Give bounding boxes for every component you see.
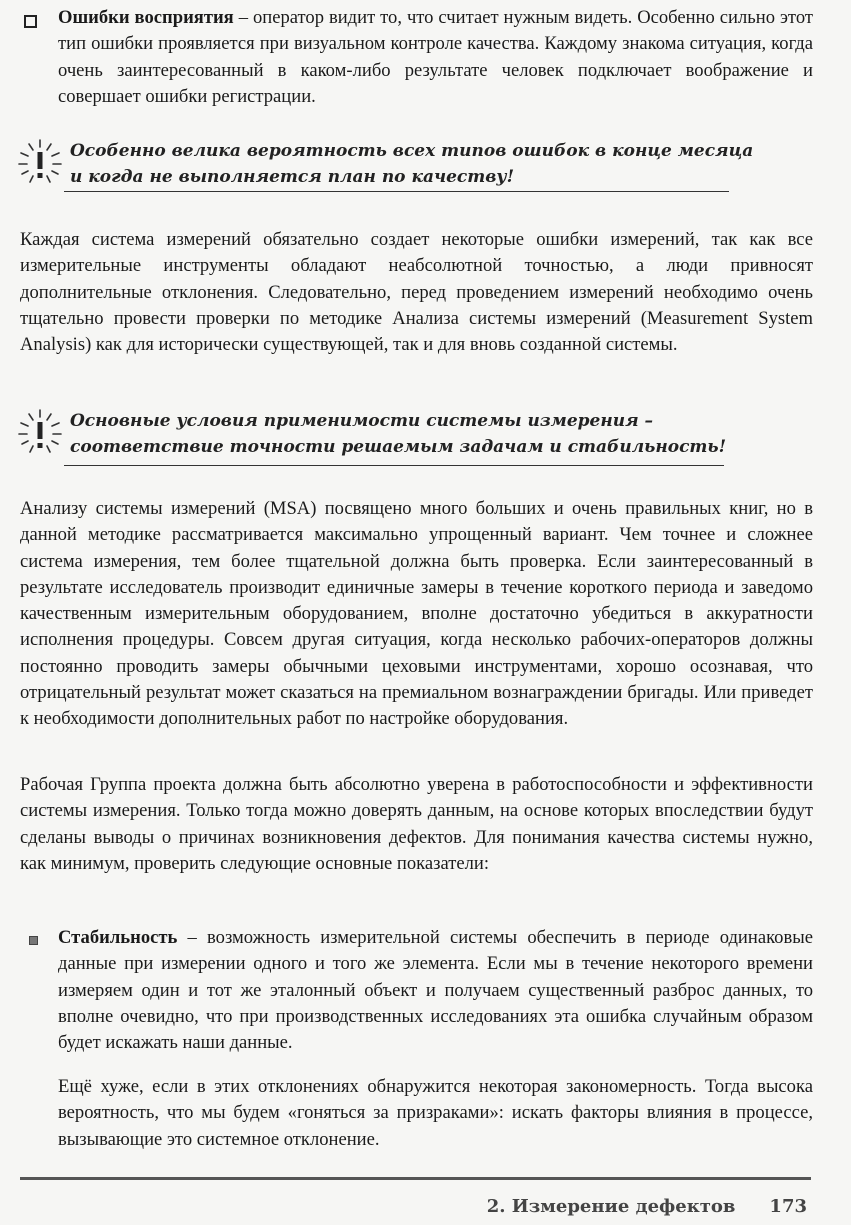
chapter-title: 2. Измерение дефектов bbox=[486, 1196, 736, 1217]
note-text: Основные условия применимости системы измерения – соответствие точности решаемым задачам и стабильность! bbox=[70, 411, 727, 457]
page-number: 173 bbox=[769, 1196, 807, 1217]
bullet-term: Стабильность bbox=[58, 927, 178, 948]
exclamation-idea-icon bbox=[16, 408, 64, 458]
paragraph-msa-details: Анализу системы измерений (MSA) посвящено много больших и очень правильных книг, но в данной методике рассматривается максимально упрощенный вариант. Чем точнее и сложнее система измерения, тем более тщательной должна быть проверка. Если заинтересованный в результате исследователь производит единичные замеры в течение короткого периода и заведомо качественным измерительным оборудованием, вполне достаточно убедиться в аккуратности исполнения процедуры. Совсем другая ситуация, когда несколько рабочих-операторов должны постоянно проводить замеры обычными цеховыми инструментами, хорошо осознавая, что отрицательный результат может сказаться на премиальном вознаграждении бригады. Или приведет к необходимости дополнительных работ по настройке оборудования. bbox=[20, 498, 813, 730]
bullet-stability-continued: Ещё хуже, если в этих отклонениях обнаружится некоторая закономерность. Тогда высока вероятность, что мы будем «гоняться за призраками»: искать факторы влияния в процессе, вызывающие это системное отклонение. bbox=[58, 1076, 813, 1150]
note-underline bbox=[64, 465, 724, 466]
item-term: Ошибки восприятия bbox=[58, 7, 234, 28]
footer-rule bbox=[20, 1177, 811, 1180]
exclamation-idea-icon bbox=[16, 138, 64, 188]
bullet-text: – возможность измерительной системы обеспечить в периоде одинаковые данные при измерении одного и того же элемента. Если мы в течение некоторого времени измеряем один и тот же эталонный объект и получаем существенный разброс данных, то вполне очевидно, что при производственных исследованиях эта ошибка случайным образом будет искажать наши данные. bbox=[58, 927, 813, 1054]
item-text: – оператор видит то, что считает нужным видеть. Особенно сильно этот тип ошибки проявляется при визуальном контроле качества. Каждому знакома ситуация, когда очень заинтересованный в каком-либо результате человек подключает воображение и совершает ошибки регистрации. bbox=[58, 7, 813, 107]
page-footer bbox=[487, 1196, 807, 1217]
square-bullet-icon bbox=[29, 936, 38, 945]
item-perception-errors bbox=[58, 5, 813, 110]
note-underline bbox=[64, 191, 729, 192]
paragraph-msa-intro: Каждая система измерений обязательно создает некоторые ошибки измерений, так как все измерительные инструменты обладают неабсолютной точностью, а люди привносят дополнительные отклонения. Следовательно, перед проведением измерений необходимо очень тщательно провести проверки по методике Анализа системы измерений (Measurement System Analysis) как для исторически существующей, так и для вновь созданной системы. bbox=[20, 229, 813, 356]
bullet-stability bbox=[58, 925, 813, 1056]
paragraph-work-group: Рабочая Группа проекта должна быть абсолютно уверена в работоспособности и эффективности системы измерения. Только тогда можно доверять данным, на основе которых впоследствии будут сделаны выводы о причинах возникновения дефектов. Для понимания качества системы нужно, как минимум, проверить следующие основные показатели: bbox=[20, 774, 813, 874]
note-text: Особенно велика вероятность всех типов ошибок в конце месяца и когда не выполняется план по качеству! bbox=[70, 141, 754, 187]
checkbox-icon bbox=[24, 15, 37, 28]
